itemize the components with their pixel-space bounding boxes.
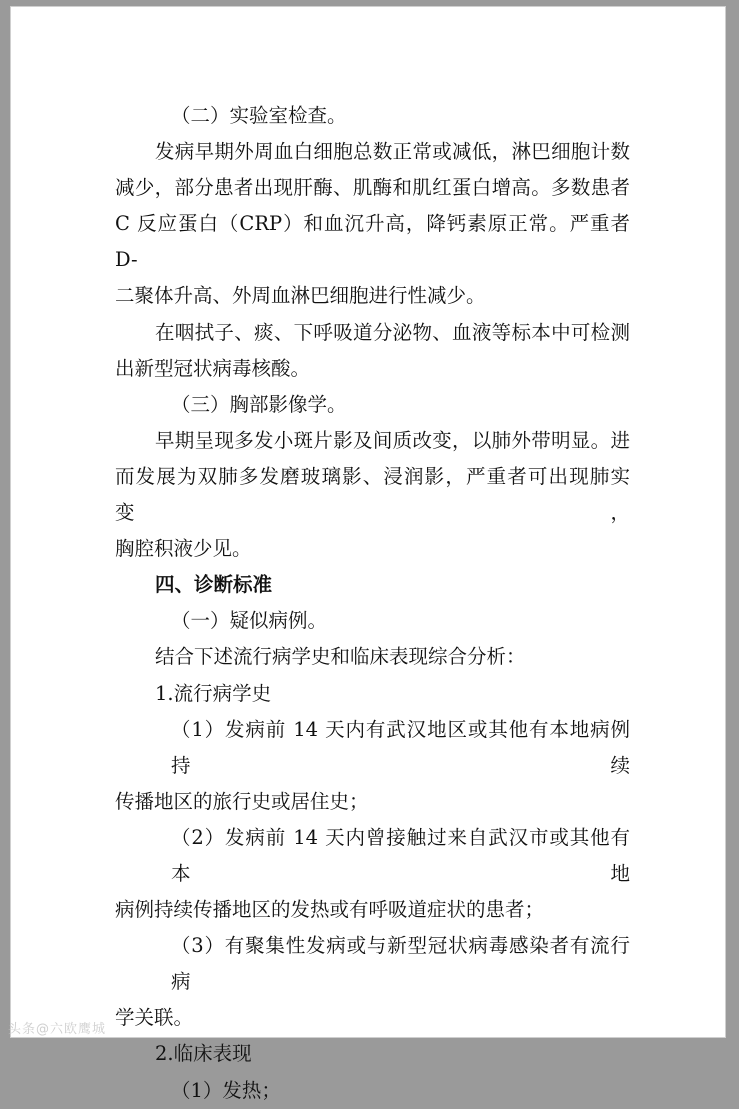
- list-item-line: 学关联。: [115, 1006, 194, 1030]
- list-item-line: （1）发病前 14 天内有武汉地区或其他有本地病例持续: [171, 717, 630, 777]
- document-body: [115, 98, 630, 1109]
- paragraph-line: 在咽拭子、痰、下呼吸道分泌物、血液等标本中可检测: [155, 320, 630, 344]
- list-item-line: （2）发病前 14 天内曾接触过来自武汉市或其他有本地: [171, 825, 630, 885]
- paragraph-line: 减少，部分患者出现肝酶、肌酶和肌红蛋白增高。多数患者: [115, 176, 630, 200]
- paragraph-line: 发病早期外周血白细胞总数正常或减低，淋巴细胞计数: [155, 140, 630, 164]
- list-item-line: （3）有聚集性发病或与新型冠状病毒感染者有流行病: [171, 934, 630, 994]
- subheading-clinical-manifestations: 2.临床表现: [155, 1042, 252, 1066]
- section-heading-suspected-cases: （一）疑似病例。: [171, 609, 328, 633]
- list-item-line: 传播地区的旅行史或居住史；: [115, 789, 369, 813]
- paragraph-line: 早期呈现多发小斑片影及间质改变，以肺外带明显。进: [155, 428, 630, 452]
- paragraph-line: 结合下述流行病学史和临床表现综合分析：: [155, 645, 526, 669]
- document-page: [10, 6, 726, 1102]
- section-heading-lab-tests: （二）实验室检查。: [171, 104, 347, 127]
- list-item-line: 病例持续传播地区的发热或有呼吸道症状的患者；: [115, 898, 545, 922]
- section-heading-diagnostic-criteria: 四、诊断标准: [155, 573, 273, 597]
- paragraph-line: C 反应蛋白（CRP）和血沉升高，降钙素原正常。严重者 D-: [115, 212, 630, 272]
- subheading-epidemiology: 1.流行病学史: [155, 681, 272, 705]
- paragraph-line: 而发展为双肺多发磨玻璃影、浸润影，严重者可出现肺实变，: [115, 464, 630, 525]
- section-heading-chest-imaging: （三）胸部影像学。: [171, 392, 347, 416]
- paragraph-line: 二聚体升高、外周血淋巴细胞进行性减少。: [115, 284, 486, 308]
- watermark: 头条@六欧鹰城: [8, 1022, 107, 1037]
- paragraph-line: 出新型冠状病毒核酸。: [115, 356, 311, 380]
- list-item-line: （1）发热；: [171, 1078, 281, 1102]
- paragraph-line: 胸腔积液少见。: [115, 537, 252, 561]
